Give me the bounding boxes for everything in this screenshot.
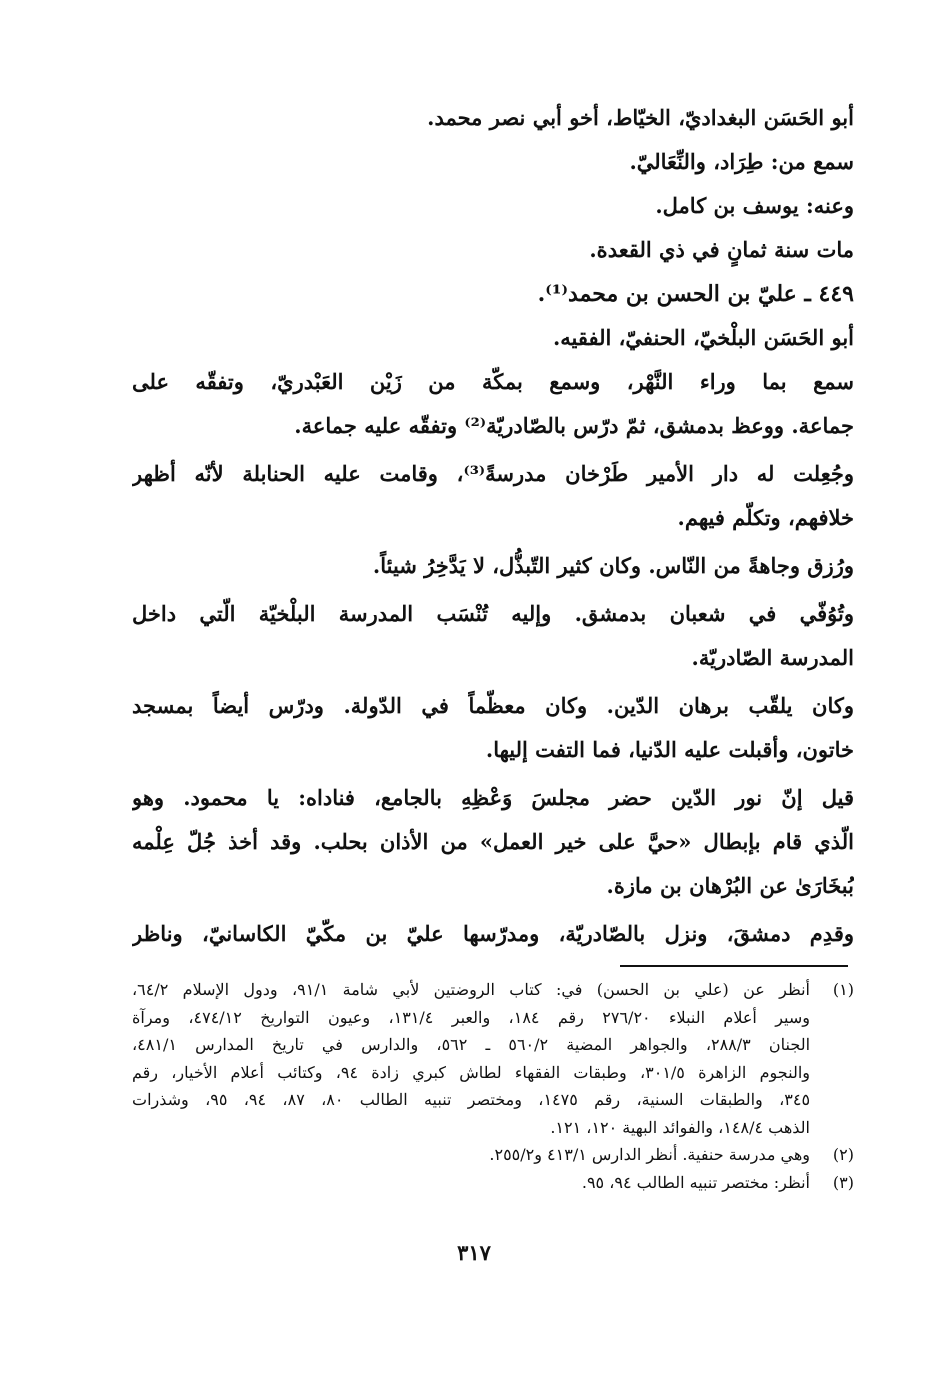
text-line: مات سنة ثمانٍ في ذي القعدة. — [589, 237, 854, 262]
text-line: أبو الحَسَن البغداديّ، الخيّاط، أخو أبي نصر محمد. — [427, 105, 854, 130]
footnote-1 — [132, 976, 854, 1004]
text-line: وجُعِلت له دار الأمير طَرْخان مدرسةً⁽³⁾، وقامت عليه الحنابلة لأنّه أظهر — [132, 461, 854, 486]
entry-heading: ٤٤٩ ـ عليّ بن الحسن بن محمد⁽¹⁾. — [537, 281, 854, 307]
text-line: الّذي قام بإبطال «حيَّ على خير العمل» من الأذان بحلب. وقد أخذ جُلّ عِلْمه — [132, 829, 854, 854]
text-line: وتُوُفّي في شعبان بدمشق. وإليه تُنْسَب المدرسة البلْخيّة الّتي داخل — [132, 601, 854, 626]
main-text — [132, 96, 854, 956]
footnote-text: ٣٤٥، والطبقات السنية، رقم ١٤٧٥، ومختصر تنبيه الطالب ٨٠، ٨٧، ٩٤، ٩٥، وشذرات — [132, 1090, 811, 1109]
footnotes — [132, 976, 854, 1196]
text-line: بُبخَارَىٰ عن البُرْهان بن مازة. — [606, 873, 854, 898]
text-line: وكان يلقّب برهان الدّين. وكان معظّماً في الدّولة. ودرّس أيضاً بمسجد — [132, 693, 854, 718]
footnote-text: وسير أعلام النبلاء ٢٧٦/٢٠ رقم ١٨٤، والعبر ١٣١/٤، وعيون التواريخ ٤٧٤/١٢، ومرآة — [132, 1007, 811, 1027]
text-line: وعنه: يوسف بن كامل. — [655, 193, 854, 218]
text-line: سمع من: طِرَاد، والنِّعَاليّ. — [629, 149, 854, 174]
text-line: قيل إنّ نور الدّين حضر مجلسَ وَعْظِهِ بالجامع، فناداه: يا محمود. وهو — [132, 785, 854, 810]
page-number: ٣١٧ — [457, 1240, 491, 1265]
footnote-divider — [620, 965, 848, 967]
text-line: ورُزق وجاهةً من النّاس. وكان كثير التّبذُّل، لا يَدَّخِرُ شيئاً. — [372, 553, 854, 578]
text-line: سمع بما وراء النَّهْر، وسمع بمكّة من زَيْن العَبْدريّ، وتفقّه على — [132, 369, 854, 394]
text-line: خلافهم، وتكلّم فيهم. — [677, 505, 854, 530]
footnote-text: الجنان ٢٨٨/٣، والجواهر المضية ٥٦٠/٢ ـ ٥٦٢، والدارس في تاريخ المدارس ٤٨١/١، — [132, 1035, 811, 1054]
text-line: المدرسة الصّادريّة. — [691, 645, 854, 670]
footnote-number: (٢) — [832, 1145, 854, 1164]
footnote-text: أنظر: مختصر تنبيه الطالب ٩٤، ٩٥. — [581, 1172, 810, 1192]
footnote-text: وهي مدرسة حنفية. أنظر الدارس ٤١٣/١ و٢٥٥/٢. — [489, 1145, 810, 1164]
footnote-text: أنظر عن (علي بن الحسن) في: كتاب الروضتين لأبي شامة ٩١/١، ودول الإسلام ٦٤/٢، — [132, 980, 810, 999]
footnote-text: الذهب ١٤٨/٤، والفوائد البهية ١٢٠، ١٢١. — [550, 1117, 810, 1137]
footnote-3 — [132, 1169, 854, 1197]
footnote-number: (٣) — [832, 1172, 854, 1192]
footnote-number: (١) — [832, 980, 854, 999]
text-line: أبو الحَسَن البلْخيّ، الحنفيّ، الفقيه. — [552, 325, 854, 350]
text-line: وقدِم دمشقَ، ونزل بالصّادريّة، ومدرّسها عليّ بن مكّيّ الكاسانيّ، وناظر — [132, 921, 854, 946]
text-line: خاتون، وأقبلت عليه الدّنيا، فما التفت إليها. — [485, 737, 854, 762]
footnote-text: والنجوم الزاهرة ٣٠١/٥، وطبقات الفقهاء لطاش كبري زادة ٩٤، وكتائب أعلام الأخيار، رقم — [132, 1062, 810, 1082]
text-line: جماعة. ووعظ بدمشق، ثمّ درّس بالصّادريّة⁽²⁾ وتفقّه عليه جماعة. — [294, 413, 854, 438]
footnote-2 — [132, 1141, 854, 1169]
